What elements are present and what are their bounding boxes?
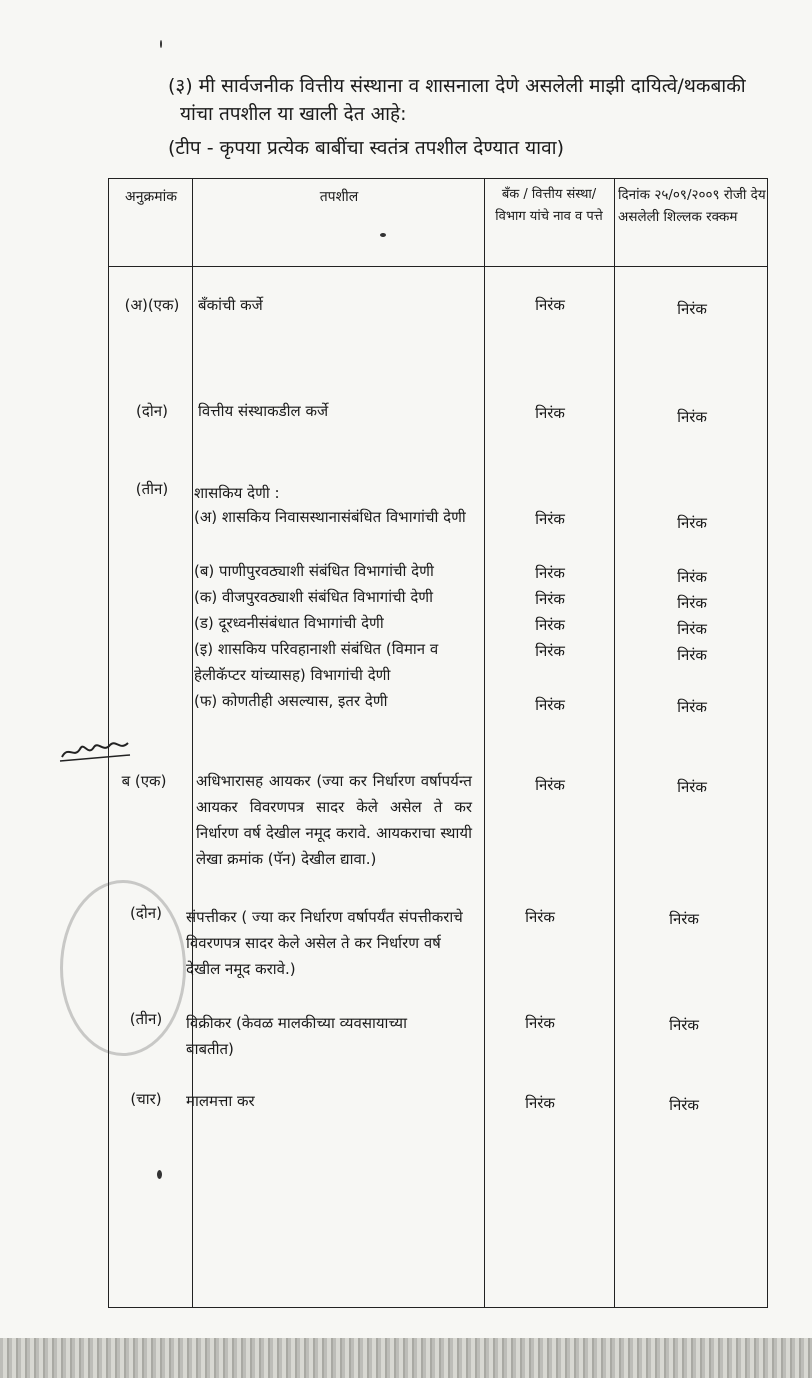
row-amount: निरंक: [677, 408, 707, 426]
heading-note: (टीप - कृपया प्रत्येक बाबींचा स्वतंत्र तपशील देण्यात यावा): [168, 137, 565, 159]
row-bank: निरंक: [535, 296, 565, 314]
row-amount: निरंक: [677, 514, 707, 532]
row-amount: निरंक: [677, 568, 707, 586]
row-serial: (दोन): [136, 402, 168, 420]
row-bank: निरंक: [535, 510, 565, 528]
row-details: वित्तीय संस्थाकडील कर्जे: [198, 402, 329, 420]
row-details: (ड) दूरध्वनीसंबंधात विभागांची देणी: [194, 614, 384, 632]
row-bank: निरंक: [535, 590, 565, 608]
row-serial: (दोन): [130, 904, 162, 922]
row-bank: निरंक: [525, 908, 555, 926]
row-amount: निरंक: [669, 910, 699, 928]
row-details: (अ) शासकिय निवासस्थानासंबंधित विभागांची देणी: [194, 508, 466, 526]
row-bank: निरंक: [535, 776, 565, 794]
header-serial: अनुक्रमांक: [125, 189, 177, 205]
table-frame: [108, 178, 768, 1308]
row-amount: निरंक: [669, 1096, 699, 1114]
column-divider: [614, 178, 615, 1308]
scan-edge: [0, 1338, 812, 1378]
row-amount: निरंक: [669, 1016, 699, 1034]
row-amount: निरंक: [677, 594, 707, 612]
heading-line-1: (३) मी सार्वजनीक वित्तीय संस्थाना व शासनाला देणे असलेली माझी दायित्वे/थकबाकी: [168, 75, 746, 97]
column-divider: [192, 178, 193, 1308]
row-bank: निरंक: [535, 404, 565, 422]
ink-speck: [157, 1170, 162, 1179]
faded-stamp: [60, 880, 186, 1056]
row-serial: ब (एक): [121, 772, 167, 790]
row-amount: निरंक: [677, 698, 707, 716]
row-bank: निरंक: [535, 564, 565, 582]
row-bank: निरंक: [525, 1014, 555, 1032]
row-amount: निरंक: [677, 620, 707, 638]
ink-speck: [380, 233, 386, 237]
row-bank: निरंक: [525, 1094, 555, 1112]
column-divider: [484, 178, 485, 1308]
row-details: अधिभारासह आयकर (ज्या कर निर्धारण वर्षापर्यन्त आयकर विवरणपत्र सादर केले असेल ते कर निर्धारण वर्ष देखील नमूद करावे. आयकराचा स्थायी लेखा क्रमांक (पॅन) देखील द्यावा.): [196, 772, 472, 868]
row-serial: (अ)(एक): [124, 296, 180, 314]
heading-line-2: यांचा तपशील या खाली देत आहे:: [180, 103, 407, 125]
initials-signature: [58, 735, 132, 765]
row-details: (ब) पाणीपुरवठ्याशी संबंधित विभागांची देणी: [194, 562, 434, 580]
ink-speck: [160, 40, 162, 48]
row-amount: निरंक: [677, 778, 707, 796]
row-details: (इ) शासकिय परिवहानाशी संबंधित (विमान व हेलीकॅप्टर यांच्यासह) विभागांची देणी: [194, 640, 439, 684]
row-details: बँकांची कर्जे: [198, 296, 263, 314]
row-details: (फ) कोणतीही असल्यास, इतर देणी: [194, 692, 388, 710]
row-details: मालमत्ता कर: [186, 1092, 255, 1110]
row-amount: निरंक: [677, 646, 707, 664]
row-details: संपत्तीकर ( ज्या कर निर्धारण वर्षापर्यंत संपत्तीकराचे विवरणपत्र सादर केले असेल ते कर निर्धारण वर्ष देखील नमूद करावे.): [186, 908, 463, 978]
row-details: विक्रीकर (केवळ मालकीच्या व्यवसायाच्या बाबतीत): [186, 1014, 407, 1058]
row-bank: निरंक: [535, 642, 565, 660]
row-details: शासकिय देणी :: [194, 484, 280, 502]
header-bank: बँक / वित्तीय संस्था/ विभाग यांचे नाव व पत्ते: [495, 187, 603, 224]
row-serial: (तीन): [129, 1010, 163, 1028]
row-bank: निरंक: [535, 616, 565, 634]
row-serial: (तीन): [135, 480, 169, 498]
row-amount: निरंक: [677, 300, 707, 318]
row-bank: निरंक: [535, 696, 565, 714]
header-details: तपशील: [319, 189, 359, 205]
header-divider: [108, 266, 768, 267]
row-details: (क) वीजपुरवठ्याशी संबंधित विभागांची देणी: [194, 588, 434, 606]
row-serial: (चार): [130, 1090, 162, 1108]
header-amount: दिनांक २५/०९/२००९ रोजी देय असलेली शिल्लक रक्कम: [618, 187, 766, 225]
